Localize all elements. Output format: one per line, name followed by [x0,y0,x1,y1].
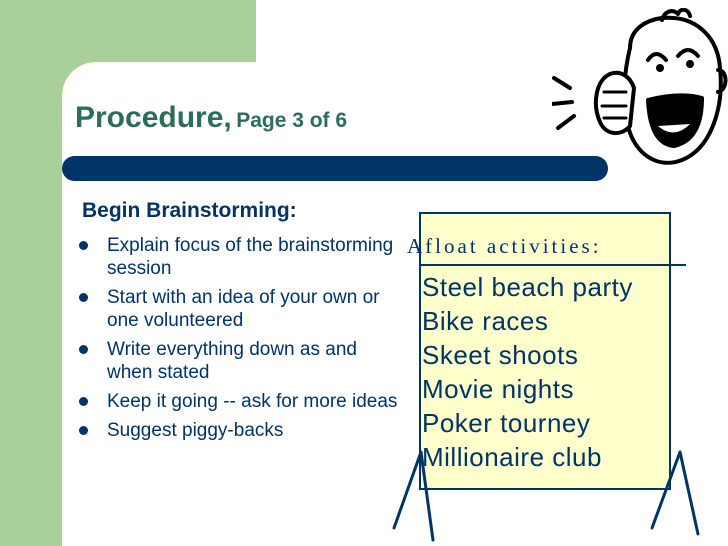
list-item: Steel beach party [422,272,633,302]
shouting-face-icon [552,8,728,178]
bullet-text: Start with an idea of your own or one volunteered [107,287,380,331]
bullet-text: Explain focus of the brainstorming session [107,235,394,279]
list-item: Movie nights [422,374,574,404]
list-item: Bike races [422,306,549,336]
bullet-text: Write everything down as and when stated [107,339,357,383]
list-item: Poker tourney [422,408,591,438]
list-item: Skeet shoots [422,340,579,370]
sign-title: Afloat activities: [407,234,602,258]
bullet-text: Suggest piggy-backs [107,420,284,441]
list-item: Millionaire club [422,442,602,472]
section-heading: Begin Brainstorming: [82,199,297,222]
title-sub: Page 3 of 6 [236,109,348,132]
title-main: Procedure, [75,101,232,134]
bullet-text: Keep it going -- ask for more ideas [107,391,398,412]
